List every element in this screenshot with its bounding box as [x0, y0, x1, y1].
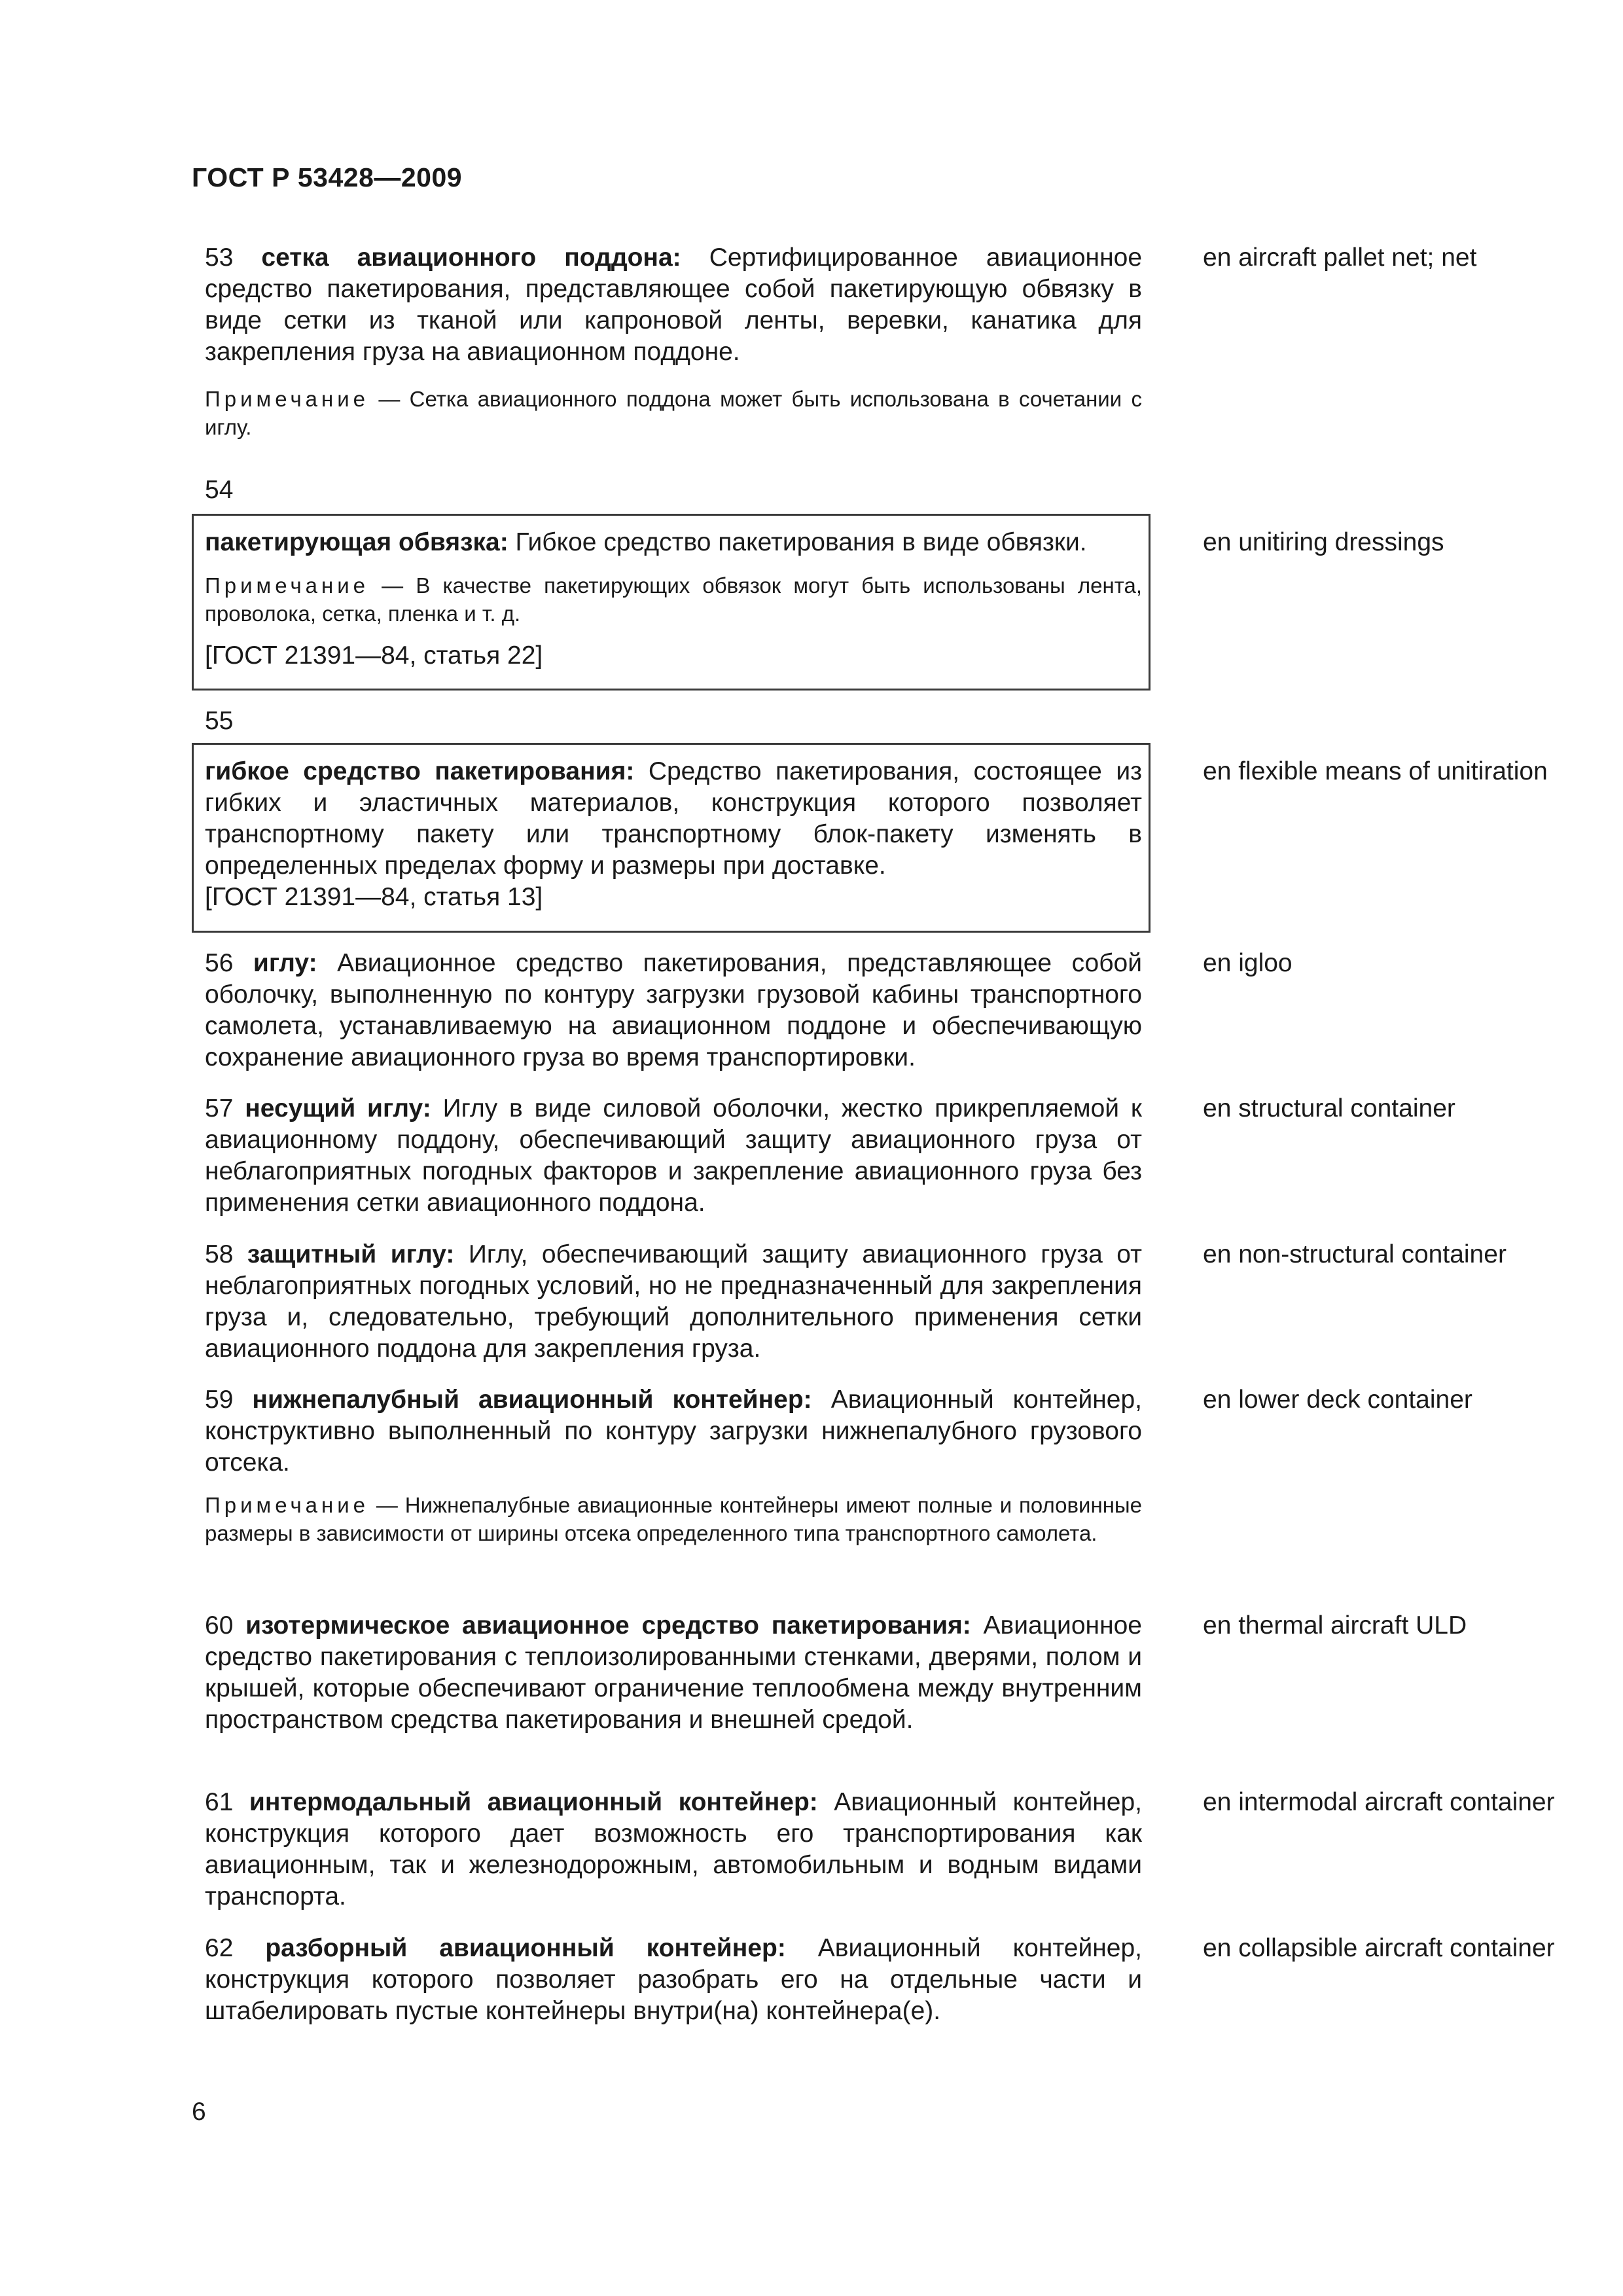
term-title: интермодальный авиационный контейнер: — [249, 1788, 818, 1816]
term-title: гибкое средство пакетирования: — [205, 757, 635, 785]
term-55-source-ref: [ГОСТ 21391—84, статья 13] — [205, 883, 543, 911]
term-60-definition — [205, 1610, 1142, 1736]
term-title: несущий иглу: — [245, 1094, 431, 1122]
term-definition-text: Авиационный контейнер, конструкция которого позволяет разобрать его на отдельные части и штабелировать пустые контейнеры внутри(на) контейнера(е). — [205, 1934, 1142, 2025]
term-58-definition — [205, 1239, 1142, 1365]
term-59-definition — [205, 1384, 1142, 1479]
term-55-english: en flexible means of unitiration — [1203, 757, 1548, 785]
term-number: 53 — [205, 243, 234, 272]
term-definition-text: Средство пакетирования, состоящее из гибких и эластичных материалов, конструкция которого позволяет транспортному пакету или транспортному блок-пакету изменять в определенных пределах форму и размеры при доставке. — [205, 757, 1142, 880]
term-55-definition — [205, 756, 1142, 882]
note-dash: — — [369, 387, 410, 411]
term-definition-text: Авиационный контейнер, конструктивно выполненный по контуру загрузки нижнепалубного грузового отсека. — [205, 1386, 1142, 1477]
term-53-note — [205, 385, 1142, 441]
note-label: Примечание — [205, 1493, 370, 1517]
term-53-definition — [205, 242, 1142, 368]
term-54-english: en unitiring dressings — [1203, 528, 1444, 556]
note-text: В качестве пакетирующих обвязок могут быть использованы лента, проволока, сетка, пленка и т. д. — [205, 573, 1143, 626]
term-definition-text: Иглу в виде силовой оболочки, жестко прикрепляемой к авиационному поддону, обеспечивающий защиту авиационного груза от неблагоприятных погодных факторов и закрепление авиационного груза без применения сетки авиационного поддона. — [205, 1094, 1142, 1217]
term-definition-text: Авиационное средство пакетирования с теплоизолированными стенками, дверями, полом и крышей, которые обеспечивают ограничение теплообмена между внутренним пространством средства пакетирования и внешней средой. — [205, 1611, 1142, 1734]
term-title: изотермическое авиационное средство пакетирования: — [245, 1611, 971, 1640]
term-59-english: en lower deck container — [1203, 1386, 1472, 1414]
term-53-english: en aircraft pallet net; net — [1203, 243, 1477, 272]
note-label: Примечание — [205, 573, 370, 598]
note-label: Примечание — [205, 387, 370, 411]
term-title: пакетирующая обвязка: — [205, 528, 508, 556]
term-54-definition — [205, 527, 1142, 558]
note-dash: — — [369, 573, 416, 598]
term-number: 61 — [205, 1788, 234, 1816]
term-62-english: en collapsible aircraft container — [1203, 1934, 1555, 1962]
note-text: Сетка авиационного поддона может быть использована в сочетании с иглу. — [205, 387, 1142, 439]
page-number: 6 — [192, 2098, 206, 2126]
term-56-english: en igloo — [1203, 949, 1293, 977]
term-56-definition — [205, 948, 1142, 1073]
term-number: 57 — [205, 1094, 234, 1122]
term-definition-text: Иглу, обеспечивающий защиту авиационного груза от неблагоприятных погодных условий, но не предназначенный для закрепления груза и, следовательно, требующий дополнительного применения сетки авиационного поддона для закрепления груза. — [205, 1240, 1142, 1363]
term-62-definition — [205, 1933, 1142, 2027]
term-54-source-ref: [ГОСТ 21391—84, статья 22] — [205, 641, 543, 670]
term-number: 56 — [205, 949, 234, 977]
term-57-definition — [205, 1093, 1142, 1219]
term-61-english: en intermodal aircraft container — [1203, 1788, 1555, 1816]
note-text: Нижнепалубные авиационные контейнеры имеют полные и половинные размеры в зависимости от ширины отсека определенного типа транспортного самолета. — [205, 1493, 1142, 1545]
term-55-number: 55 — [205, 707, 234, 735]
term-definition-text: Гибкое средство пакетирования в виде обвязки. — [515, 528, 1087, 556]
term-number: 58 — [205, 1240, 234, 1268]
term-definition-text: Сертифицированное авиационное средство пакетирования, представляющее собой пакетирующую обвязку в виде сетки из тканой или капроновой ленты, веревки, канатика для закрепления груза на авиационном поддоне. — [205, 243, 1143, 366]
term-60-english: en thermal aircraft ULD — [1203, 1611, 1467, 1640]
term-title: иглу: — [253, 949, 317, 977]
term-title: защитный иглу: — [247, 1240, 455, 1268]
term-number: 59 — [205, 1386, 234, 1414]
term-54-note — [205, 571, 1142, 628]
document-header: ГОСТ Р 53428—2009 — [192, 162, 463, 192]
term-definition-text: Авиационное средство пакетирования, представляющее собой оболочку, выполненную по контуру загрузки грузовой кабины транспортного самолета, устанавливаемую на авиационном поддоне и обеспечивающую сохранение авиационного груза во время транспортировки. — [205, 949, 1143, 1071]
term-59-note — [205, 1491, 1142, 1547]
term-54-number: 54 — [205, 476, 234, 504]
note-dash: — — [369, 1493, 405, 1517]
term-number: 60 — [205, 1611, 234, 1640]
term-57-english: en structural container — [1203, 1094, 1455, 1122]
term-number: 62 — [205, 1934, 234, 1962]
term-58-english: en non-structural container — [1203, 1240, 1507, 1268]
term-title: сетка авиационного поддона: — [261, 243, 681, 272]
term-61-definition — [205, 1787, 1142, 1912]
term-title: нижнепалубный авиационный контейнер: — [252, 1386, 812, 1414]
term-definition-text: Авиационный контейнер, конструкция которого дает возможность его транспортирования как авиационным, так и железнодорожным, автомобильным и водным видами транспорта. — [205, 1788, 1142, 1910]
term-title: разборный авиационный контейнер: — [265, 1934, 786, 1962]
